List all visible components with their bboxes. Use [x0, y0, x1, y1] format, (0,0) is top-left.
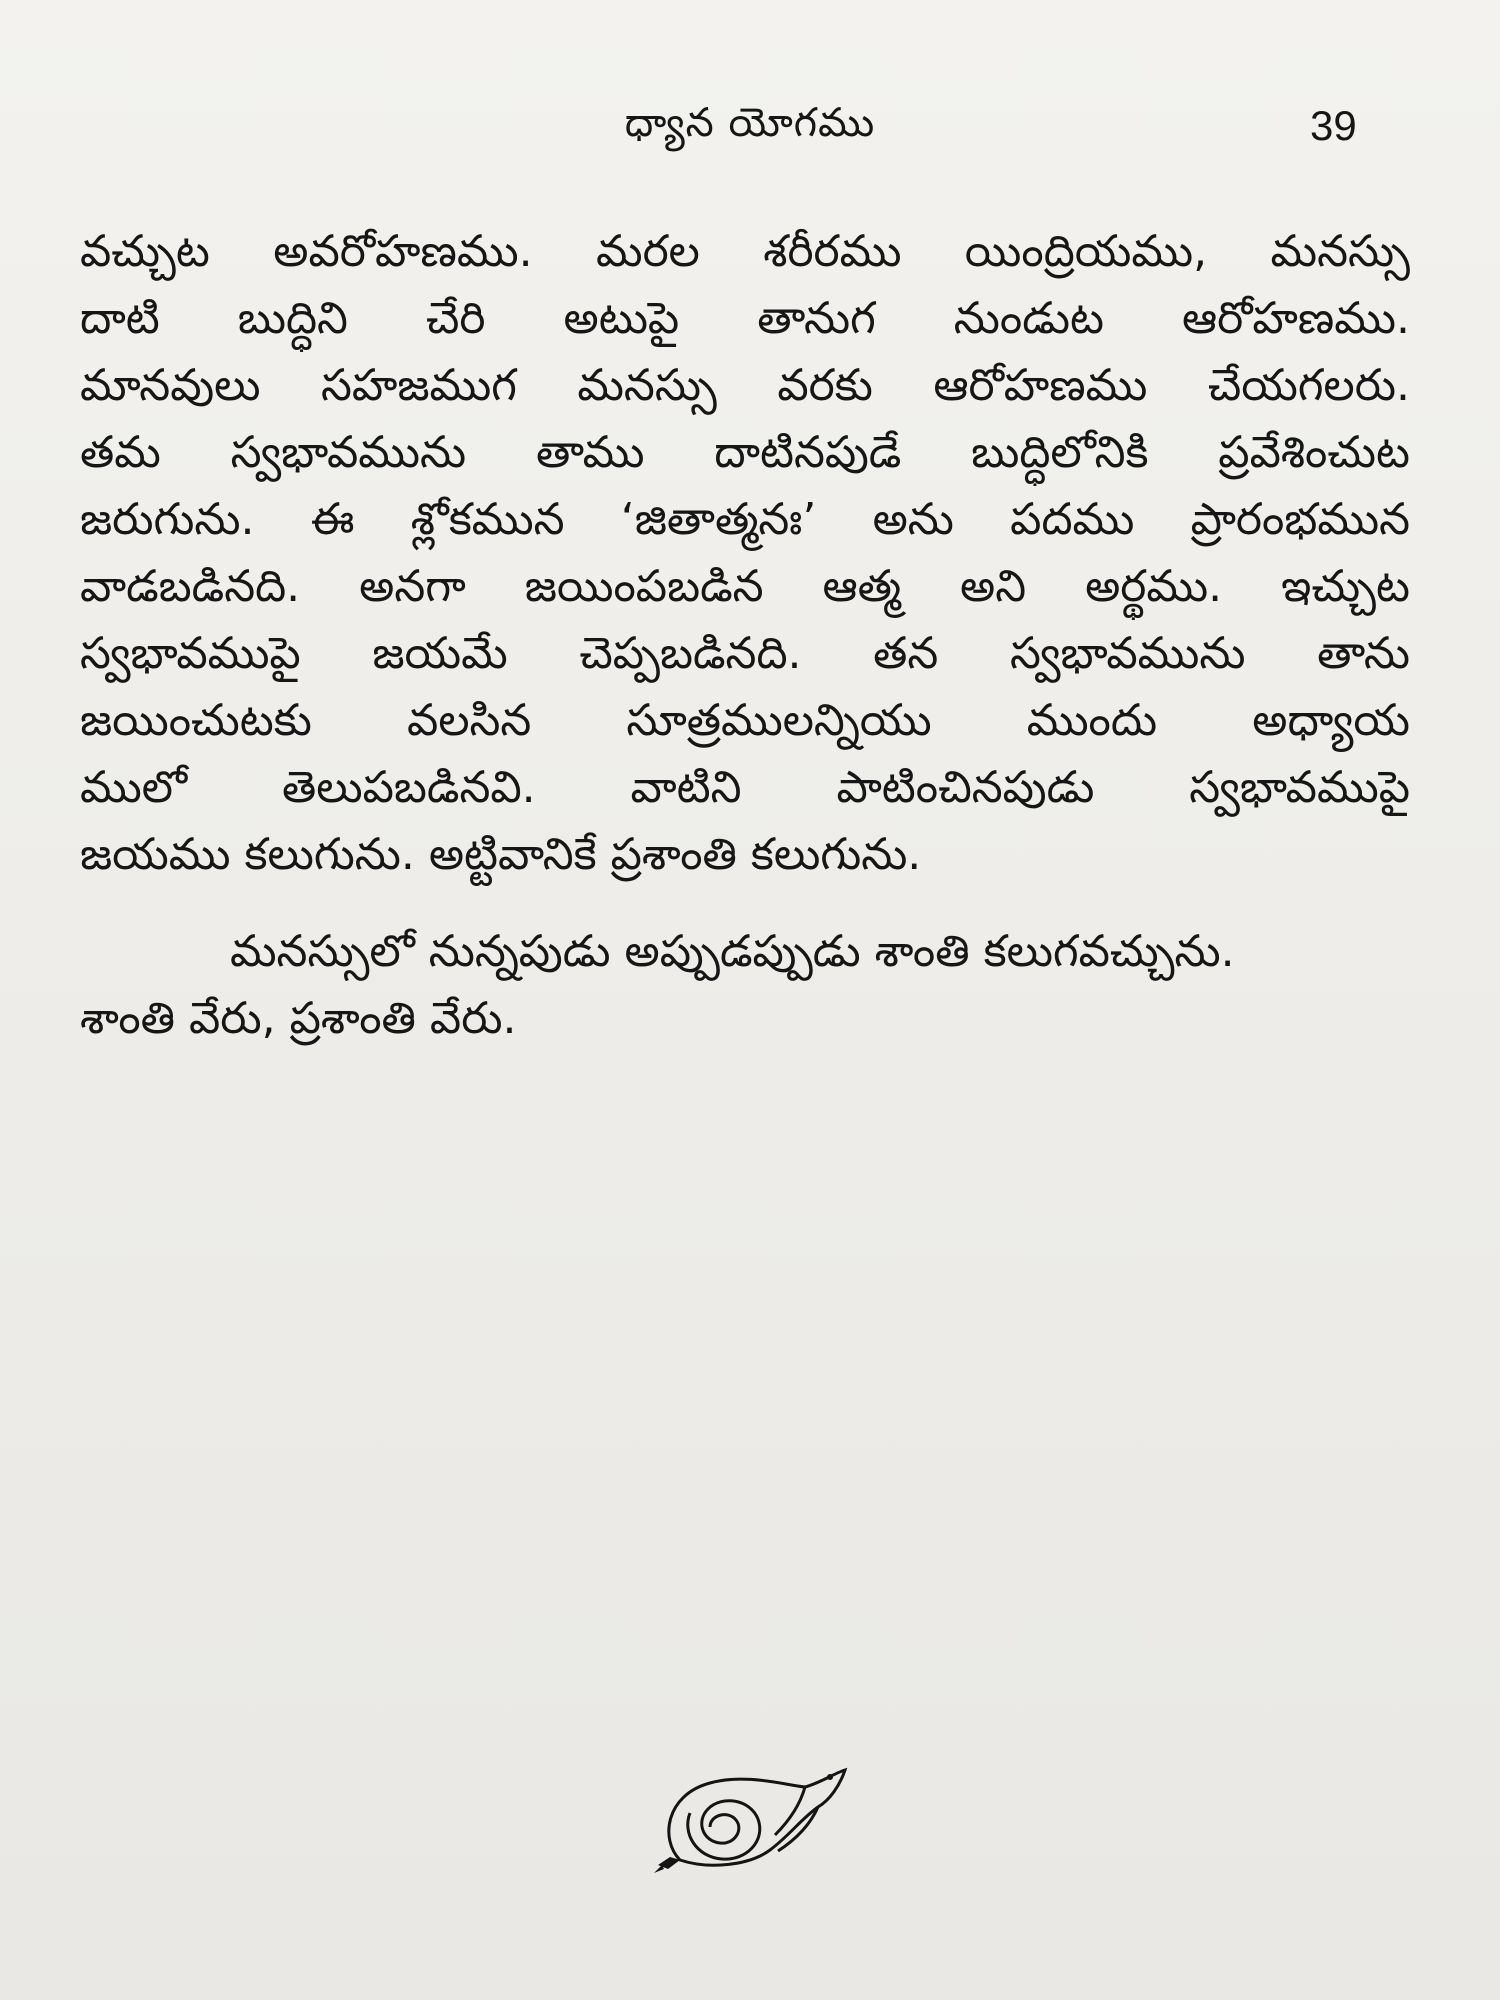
text-line: శాంతి వేరు, ప్రశాంతి వేరు.: [80, 993, 517, 1044]
running-header-title: ధ్యాన యోగము: [624, 100, 876, 146]
text-line: జయము కలుగును. అట్టివానికే ప్రశాంతి కలుగును.: [80, 829, 922, 880]
text-line: దాటి బుద్ధిని చేరి అటుపై తానుగ నుండుట ఆరోహణము.: [80, 293, 1410, 344]
paragraph-spacer: [80, 888, 1410, 918]
text-line: స్వభావముపై జయమే చెప్పబడినది. తన స్వభావమును తాను: [80, 628, 1410, 679]
text-line: తమ స్వభావమును తాము దాటినపుడే బుద్ధిలోనికి ప్రవేశించుట: [80, 427, 1410, 478]
text-line: వచ్చుట అవరోహణము. మరల శరీరము యింద్రియము, మనస్సు: [80, 226, 1410, 277]
text-line: మానవులు సహజముగ మనస్సు వరకు ఆరోహణము చేయగలరు.: [80, 360, 1410, 411]
text-line: జరుగును. ఈ శ్లోకమున ‘జితాత్మనః’ అను పదము ప్రారంభమున: [80, 494, 1410, 545]
paragraph-1: [80, 218, 1410, 888]
body-text: [80, 218, 1410, 1052]
text-line: వాడబడినది. అనగా జయింపబడిన ఆత్మ అని అర్థము. ఇచ్చుట: [80, 561, 1410, 612]
text-line: ములో తెలుపబడినవి. వాటిని పాటించినపుడు స్వభావముపై: [80, 762, 1410, 813]
paragraph-2: [80, 918, 1410, 1052]
conch-shell-icon: [650, 1765, 850, 1875]
text-line: మనస్సులో నున్నపుడు అప్పుడప్పుడు శాంతి కలుగవచ్చును.: [230, 926, 1235, 977]
text-line: జయించుటకు వలసిన సూత్రములన్నియు ముందు అధ్యాయ: [80, 695, 1410, 746]
page-number: 39: [1310, 102, 1357, 149]
